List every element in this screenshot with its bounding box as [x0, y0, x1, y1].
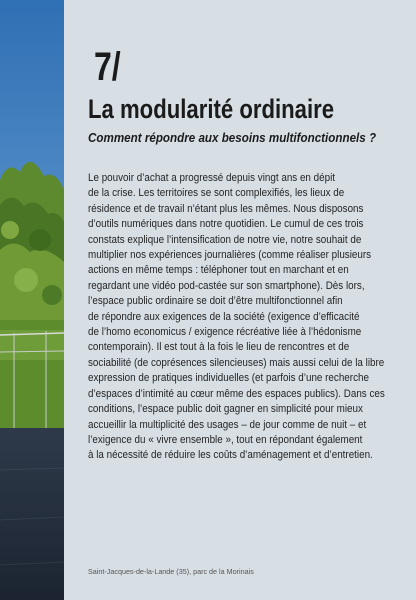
- body-line: regardant une vidéo pod-castée sur son smartphone). Dès lors,: [88, 279, 365, 292]
- chapter-number: 7/: [94, 45, 121, 89]
- body-line: d’outils numériques dans notre quotidien. Le cumul de ces trois: [88, 218, 364, 231]
- body-line: multiplier nos expériences journalières (comme réaliser plusieurs: [88, 249, 372, 262]
- body-line: l’exigence du « vivre ensemble », tout en répondant également: [88, 433, 363, 446]
- body-line: constats explique l’intensification de notre vie, notre souhait de: [88, 233, 362, 246]
- body-line: de la crise. Les territoires se sont complexifiés, les lieux de: [88, 187, 345, 200]
- body-line: contemporain). Il est tout à la fois le lieu de rencontres et de: [88, 341, 350, 354]
- body-line: expression de pratiques individuelles (et parfois d’une recherche: [88, 372, 369, 385]
- body-line: d’espaces d’intimité au cœur même des espaces publics). Dans ces: [88, 387, 385, 400]
- body-line: Le pouvoir d’achat a progressé depuis vingt ans en dépit: [88, 172, 336, 184]
- cropped-park-photo: [0, 0, 64, 600]
- body-line: accueillir la multiplicité des usages – de jour comme de nuit – et: [88, 418, 367, 431]
- body-line: sociabilité (de coprésences silencieuses) mais aussi celui de la libre: [88, 356, 385, 369]
- chapter-subtitle: Comment répondre aux besoins multifonctionnels ?: [88, 131, 377, 145]
- body-line: conditions, l’espace public doit gagner en simplicité pour mieux: [88, 403, 363, 416]
- body-paragraph: [88, 171, 416, 464]
- body-line: de répondre aux exigences de la société (exigence d’efficacité: [88, 310, 360, 323]
- body-line: résidence et de travail n’étant plus les mêmes. Nous disposons: [88, 202, 364, 215]
- body-line: actions en même temps : téléphoner tout en marchant et en: [88, 264, 349, 277]
- body-line: l’espace public ordinaire se doit d’être multifonctionnel afin: [88, 295, 343, 308]
- chapter-title: La modularité ordinaire: [88, 94, 335, 124]
- body-line: à la nécessité de réduire les coûts d’aménagement et d’entretien.: [88, 449, 373, 462]
- photo-caption: Saint-Jacques-de-la-Lande (35), parc de la Morinais: [88, 567, 254, 576]
- body-line: de l’homo economicus / exigence récréative liée à l’hédonisme: [88, 326, 362, 339]
